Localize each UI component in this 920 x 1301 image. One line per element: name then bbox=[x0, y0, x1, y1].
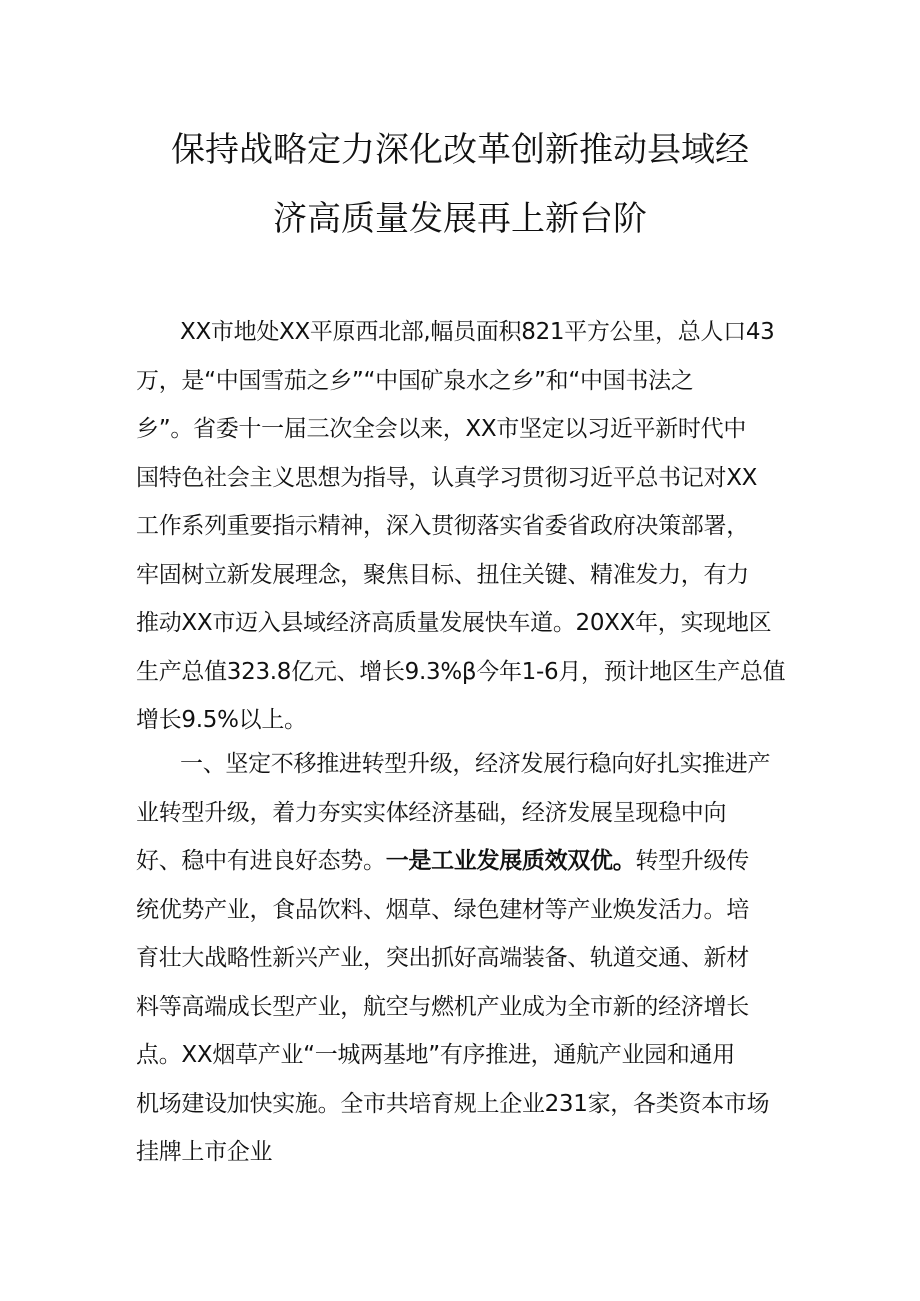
paragraph-line: 挂牌上市企业 bbox=[136, 1139, 273, 1165]
paragraph-line: XX市地处XX平原西北部,幅员面积821平方公里，总人口43 bbox=[180, 319, 775, 345]
paragraph-section-one bbox=[136, 740, 786, 1177]
paragraph-line: 机场建设加快实施。全市共培育规上企业231家，各类资本市场 bbox=[136, 1090, 770, 1117]
paragraph-line: 业转型升级，着力夯实实体经济基础，经济发展呈现稳中向 bbox=[136, 799, 727, 826]
paragraph-line: 推动XX市迈入县域经济高质量发展快车道。20XX年，实现地区 bbox=[136, 610, 772, 636]
document-title-line-2: 济高质量发展再上新台阶 bbox=[273, 199, 647, 239]
paragraph-line: 牢固树立新发展理念，聚焦目标、扭住关键、精准发力，有力 bbox=[136, 561, 749, 588]
paragraph-line: 增长9.5%以上。 bbox=[136, 707, 307, 733]
paragraph-line: 一、坚定不移推进转型升级，经济发展行稳向好扎实推进产 bbox=[180, 751, 771, 777]
paragraph-line: 育壮大战略性新兴产业，突出抓好高端装备、轨道交通、新材 bbox=[136, 945, 749, 971]
paragraph-line: 万，是“中国雪茄之乡”“中国矿泉水之乡”和“中国书法之 bbox=[136, 367, 694, 394]
paragraph-line: 生产总值323.8亿元、增长9.3%β今年1-6月，预计地区生产总值 bbox=[136, 658, 786, 685]
document-title-line-1: 保持战略定力深化改革创新推动县域经 bbox=[171, 130, 749, 170]
paragraph-line: 统优势产业，食品饮料、烟草、绿色建材等产业焕发活力。培 bbox=[136, 896, 749, 923]
paragraph-text: 好、稳中有进良好态势。 bbox=[136, 848, 386, 874]
paragraph-line: 乡”。省委十一届三次全会以来，XX市坚定以习近平新时代中 bbox=[136, 416, 747, 442]
paragraph-intro bbox=[136, 308, 786, 745]
paragraph-line: 工作系列重要指示精神，深入贯彻落实省委省政府决策部署， bbox=[136, 513, 749, 539]
paragraph-line: 料等高端成长型产业，航空与燃机产业成为全市新的经济增长 bbox=[136, 993, 749, 1020]
bold-subheading: 一是工业发展质效双优。 bbox=[385, 848, 636, 874]
paragraph-line: 国特色社会主义思想为指导，认真学习贯彻习近平总书记对XX bbox=[136, 464, 758, 491]
paragraph-line-with-emphasis bbox=[136, 837, 786, 886]
paragraph-text: 转型升级传 bbox=[635, 848, 749, 874]
paragraph-line: 点。XX烟草产业“一城两基地”有序推进，通航产业园和通用 bbox=[136, 1042, 735, 1068]
